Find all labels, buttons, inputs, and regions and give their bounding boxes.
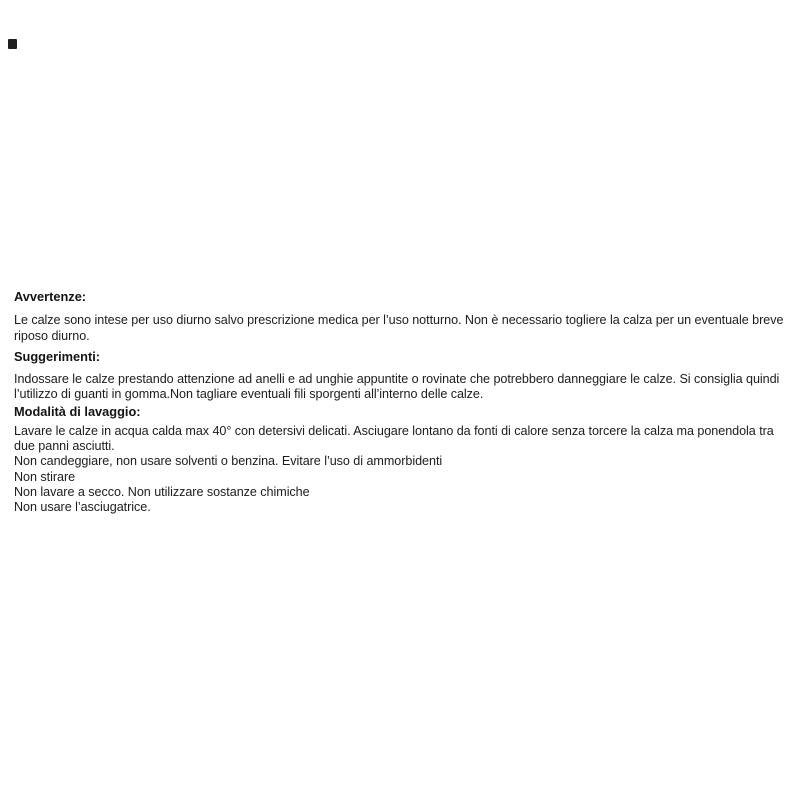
paragraph-line: riposo diurno.	[14, 329, 90, 344]
paragraph-modalita-di-lavaggio	[14, 424, 794, 515]
section-heading-avvertenze: Avvertenze:	[14, 289, 87, 304]
paragraph-line: Lavare le calze in acqua calda max 40° con detersivi delicati. Asciugare lontano da fonti di calore senza torcere la calza ma ponendola tra	[14, 424, 774, 438]
care-instructions-sheet	[14, 289, 794, 515]
section-heading-modalita-di-lavaggio: Modalità di lavaggio:	[14, 404, 141, 419]
paragraph-suggerimenti	[14, 372, 794, 402]
paragraph-line: Non candeggiare, non usare solventi o benzina. Evitare l’uso di ammorbidenti	[14, 454, 443, 469]
paragraph-line: l’utilizzo di guanti in gomma.Non tagliare eventuali fili sporgenti all’interno delle calze.	[14, 386, 484, 401]
corner-mark	[8, 39, 17, 49]
paragraph-avvertenze	[14, 312, 794, 345]
paragraph-line: Indossare le calze prestando attenzione ad anelli e ad unghie appuntite o rovinate che potrebbero danneggiare le calze. Si consiglia quindi	[14, 371, 780, 386]
paragraph-line: due panni asciutti.	[14, 439, 115, 454]
paragraph-line: Non usare l’asciugatrice.	[14, 500, 151, 515]
section-heading-suggerimenti: Suggerimenti:	[14, 348, 101, 364]
paragraph-line: Non lavare a secco. Non utilizzare sostanze chimiche	[14, 484, 310, 499]
paragraph-line: Le calze sono intese per uso diurno salvo prescrizione medica per l’uso notturno. Non è necessario togliere la calza per un eventuale breve	[14, 313, 784, 327]
paragraph-line: Non stirare	[14, 469, 76, 484]
